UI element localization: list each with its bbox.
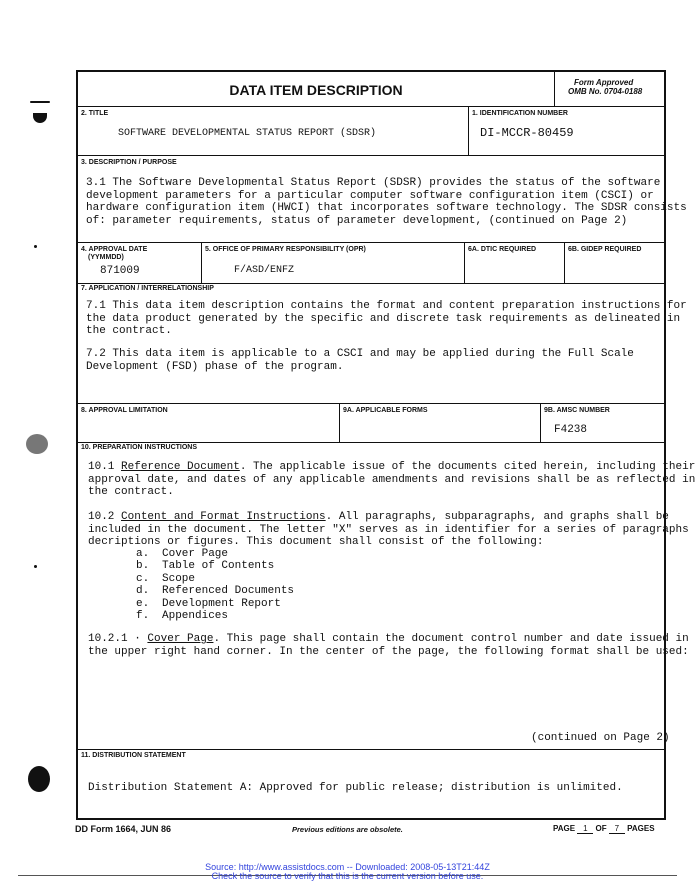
scan-mark <box>34 565 37 568</box>
divider <box>201 242 202 283</box>
prep-p1-heading: Reference Document <box>121 461 240 473</box>
list-item: b. Table of Contents <box>136 560 275 573</box>
list-item: d. Referenced Documents <box>136 585 295 598</box>
list-item: f. Appendices <box>136 610 229 623</box>
divider <box>78 403 664 404</box>
amsc-label: 9B. AMSC NUMBER <box>544 407 610 414</box>
id-label: 1. IDENTIFICATION NUMBER <box>472 110 568 117</box>
list-item: c. Scope <box>136 572 196 585</box>
source-line: Source: http://www.assistdocs.com -- Downloaded: 2008-05-13T21:44Z <box>205 862 490 872</box>
prep-label: 10. PREPARATION INSTRUCTIONS <box>81 444 198 451</box>
amsc-value: F4238 <box>554 424 588 436</box>
form-id: DD Form 1664, JUN 86 <box>75 824 172 834</box>
scan-mark <box>33 113 47 123</box>
page-word: PAGE <box>553 824 576 833</box>
divider <box>78 242 664 243</box>
dtic-label: 6A. DTIC REQUIRED <box>468 246 537 253</box>
omb-number: OMB No. 0704-0188 <box>568 87 643 96</box>
prep-p3-number: 10.2.1 · <box>88 633 148 645</box>
application-line: the contract. <box>86 325 172 337</box>
opr-value: F/ASD/ENFZ <box>234 265 295 276</box>
prep-paragraph-line: included in the document. The letter "X" serves as in identifier for a series of paragraphs <box>88 523 689 536</box>
divider <box>78 442 664 443</box>
pages-word: PAGES <box>627 824 655 833</box>
scan-mark <box>28 766 50 792</box>
form-title: DATA ITEM DESCRIPTION <box>229 82 403 98</box>
distribution-value: Distribution Statement A: Approved for public release; distribution is unlimited. <box>88 782 623 794</box>
scan-mark <box>26 434 48 454</box>
application-label: 7. APPLICATION / INTERRELATIONSHIP <box>81 285 214 292</box>
divider <box>564 242 565 283</box>
id-value: DI-MCCR-80459 <box>480 126 574 140</box>
distribution-label: 11. DISTRIBUTION STATEMENT <box>81 752 186 759</box>
prep-paragraph-line: the upper right hand corner. In the center of the page, the following format shall be used: <box>88 645 689 658</box>
prep-continued: (continued on Page 2) <box>531 732 670 744</box>
verify-line: Check the source to verify that this is the current version before use. <box>211 871 484 881</box>
scan-mark <box>34 245 37 248</box>
of-word: OF <box>595 824 607 833</box>
form-approved-label: Form Approved <box>574 78 634 87</box>
prep-paragraph-line: the contract. <box>88 486 174 498</box>
prep-contents-list <box>136 548 294 622</box>
description-line: development parameters for a particular computer software configuration item (CSCI) or <box>86 189 654 202</box>
gidep-label: 6B. GIDEP REQUIRED <box>568 246 642 253</box>
obsolete-note: Previous editions are obsolete. <box>292 825 403 834</box>
prep-p2-text: . All paragraphs, subparagraphs, and graphs shall be <box>325 511 669 523</box>
divider <box>78 106 664 107</box>
page-indicator <box>553 824 655 834</box>
approval-limitation-label: 8. APPROVAL LIMITATION <box>81 407 168 414</box>
list-item: a. Cover Page <box>136 548 229 560</box>
application-line: 7.2 This data item is applicable to a CSCI and may be applied during the Full Scale <box>86 348 634 360</box>
page-total: 7 <box>609 824 625 834</box>
prep-p1-number: 10.1 <box>88 461 122 473</box>
prep-paragraph-line <box>88 633 689 645</box>
application-line: 7.1 This data item description contains the format and content preparation instructions for <box>86 300 687 312</box>
divider <box>468 106 469 155</box>
prep-paragraph-line: decriptions or figures. This document shall consist of the following: <box>88 536 544 548</box>
prep-p3-heading: Cover Page <box>147 633 214 645</box>
approval-date-sub: (YYMMDD) <box>88 254 124 261</box>
title-value: SOFTWARE DEVELOPMENTAL STATUS REPORT (SDSR) <box>118 128 377 139</box>
divider <box>78 155 664 156</box>
prep-paragraph-line <box>88 511 669 523</box>
list-item: e. Development Report <box>136 597 281 610</box>
page-number: 1 <box>577 824 593 834</box>
description-line: 3.1 The Software Developmental Status Report (SDSR) provides the status of the software <box>86 177 661 189</box>
divider <box>464 242 465 283</box>
prep-p2-number: 10.2 <box>88 511 122 523</box>
prep-paragraph-line <box>88 461 695 473</box>
prep-p1-text: . The applicable issue of the documents cited herein, including their <box>239 461 695 473</box>
approval-date-value: 871009 <box>100 265 140 277</box>
application-line: Development (FSD) phase of the program. <box>86 360 344 373</box>
prep-p2-heading: Content and Format Instructions <box>121 511 326 523</box>
prep-paragraph-line: approval date, and dates of any applicable amendments and revisions shall be as reflected in <box>88 473 695 486</box>
scan-mark <box>30 101 50 103</box>
application-line: the data product generated by the specific and discrete task requirements as delineated in <box>86 312 681 325</box>
prep-p3-text: . This page shall contain the document control number and date issued in <box>213 633 689 645</box>
description-label: 3. DESCRIPTION / PURPOSE <box>81 159 177 166</box>
opr-label: 5. OFFICE OF PRIMARY RESPONSIBILITY (OPR) <box>205 246 366 253</box>
approval-date-label: 4. APPROVAL DATE <box>81 246 148 253</box>
data-item-description-form <box>76 70 695 820</box>
applicable-forms-label: 9A. APPLICABLE FORMS <box>343 407 428 414</box>
divider <box>339 403 340 442</box>
divider <box>554 72 555 106</box>
divider <box>78 749 664 750</box>
divider <box>540 403 541 442</box>
divider <box>78 283 664 284</box>
description-line: hardware configuration item (HWCI) that incorporates software technology. The SDSR consists <box>86 202 687 214</box>
title-label: 2. TITLE <box>81 110 109 117</box>
description-line: of: parameter requirements, status of parameter development, (continued on Page 2) <box>86 214 628 227</box>
